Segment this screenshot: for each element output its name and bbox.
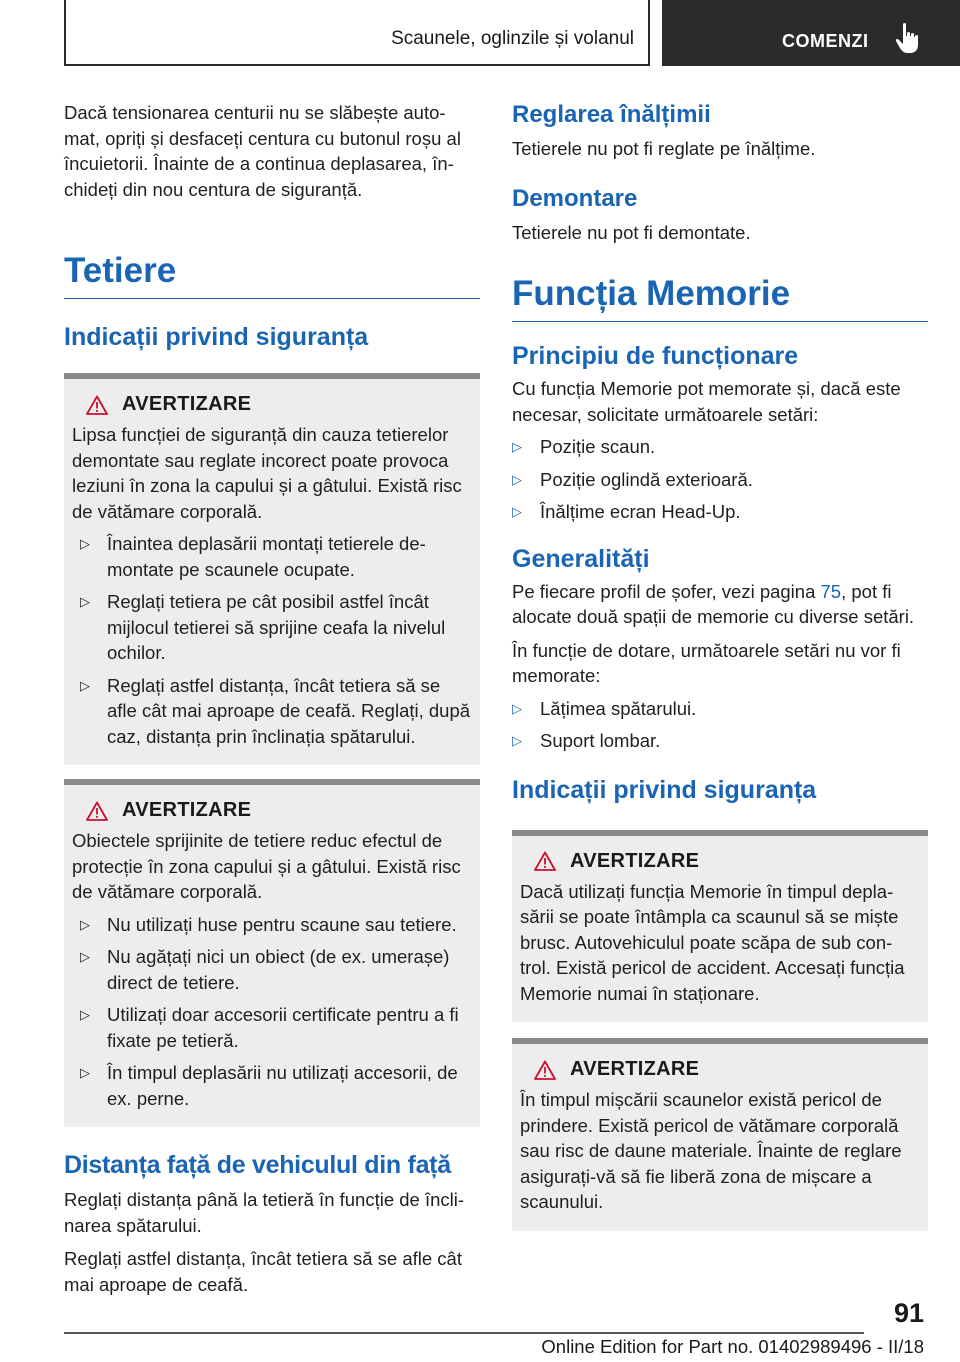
warning-triangle-icon <box>534 851 556 871</box>
header-tab-label: COMENZI <box>782 31 869 51</box>
bullet-triangle-icon: ▷ <box>80 1065 90 1080</box>
list-item: ▷ Lățimea spătarului. <box>512 696 928 722</box>
warning-triangle-icon <box>86 801 108 821</box>
warning-text: În timpul mișcării scaunelor există pericol de prindere. Există pericol de vătămare corporală sau risc de daune materiale. Înainte de reglare asigurați-vă să fie liberă zona de mișcare a scaunului. <box>520 1089 902 1212</box>
warning-box-2 <box>64 779 480 1127</box>
heading-distance: Distanța față de vehiculul din față <box>64 1151 451 1179</box>
list-item: ▷ Nu agățați nici un obiect (de ex. umerașe) direct de tetiere. <box>80 946 450 993</box>
list-item: ▷ În timpul deplasării nu utilizați accesorii, de ex. perne. <box>80 1062 458 1109</box>
list-item: ▷ Poziție scaun. <box>512 434 928 460</box>
list-item: ▷ Înălțime ecran Head-Up. <box>512 499 928 525</box>
warning-triangle-icon <box>86 395 108 415</box>
warning-title: AVERTIZARE <box>122 799 252 821</box>
principle-text: Cu funcția Memorie pot memorate și, dacă este necesar, solicitate următoarele setări: <box>512 378 901 425</box>
list-item: ▷ Poziție oglindă exterioară. <box>512 467 928 493</box>
bullet-triangle-icon: ▷ <box>512 733 522 748</box>
intro-paragraph: Dacă tensionarea centurii nu se slăbește auto-mat, opriți și desfaceți centura cu butonul roșu al încuietorii. Înainte de a continua deplasarea, în-chideți din nou centura de siguranță. <box>64 102 461 200</box>
removal-text: Tetierele nu pot fi demontate. <box>512 221 751 243</box>
list-item: ▷ Utilizați doar accesorii certificate pentru a fi fixate pe tetieră. <box>80 1004 459 1051</box>
heading-removal: Demontare <box>512 184 638 212</box>
pointing-hand-icon <box>894 22 922 54</box>
bullet-triangle-icon: ▷ <box>80 916 90 932</box>
header-section-box <box>64 0 650 66</box>
warning-box-3 <box>512 830 928 1023</box>
warning-text: Obiectele sprijinite de tetiere reduc efectul de protecție în zona capului și a gâtului. Există risc de vătămare corporală. <box>72 830 461 902</box>
warning-text: Dacă utilizați funcția Memorie în timpul depla-sării se poate întâmpla ca scaunul să se miște brusc. Autovehiculul poate scăpa de sub con-trol. Există pericol de accident. Accesați funcția Memorie numai în staționare. <box>520 880 905 1004</box>
list-item: ▷ Suport lombar. <box>512 728 928 754</box>
height-text: Tetierele nu pot fi reglate pe înălțime. <box>512 138 816 159</box>
heading-memory-function: Funcția Memorie <box>512 273 928 322</box>
footer-divider <box>64 1332 864 1334</box>
bullet-triangle-icon: ▷ <box>80 949 90 964</box>
list-item: ▷ Înaintea deplasării montați tetierele de-montate pe scaunele ocupate. <box>80 533 426 580</box>
warning-box-1 <box>64 373 480 765</box>
page-link-75[interactable]: 75 <box>820 580 842 602</box>
bullet-triangle-icon: ▷ <box>512 439 522 454</box>
general-text-2: În funcție de dotare, următoarele setări nu vor fi memorate: <box>512 639 901 686</box>
heading-safety-right: Indicații privind siguranța <box>512 775 817 804</box>
warning-title: AVERTIZARE <box>122 393 252 415</box>
heading-tetiere: Tetiere <box>64 250 480 299</box>
heading-general: Generalități <box>512 544 650 573</box>
list-item: ▷ Reglați tetiera pe cât posibil astfel încât mijlocul tetierei să sprijine ceafa la nivelul ochilor. <box>80 591 446 663</box>
heading-safety-left: Indicații privind siguranța <box>64 323 369 351</box>
bullet-triangle-icon: ▷ <box>512 471 522 487</box>
warning-title: AVERTIZARE <box>570 1058 700 1080</box>
list-item: ▷ Nu utilizați huse pentru scaune sau tetiere. <box>72 912 472 938</box>
left-column <box>64 100 480 1297</box>
bullet-triangle-icon: ▷ <box>512 700 522 716</box>
header-section-title: Scaunele, oglinzile și volanul <box>391 28 634 49</box>
bullet-triangle-icon: ▷ <box>80 1007 90 1022</box>
warning-triangle-icon <box>534 1060 556 1080</box>
right-column <box>512 100 928 1231</box>
page-number: 91 <box>893 1298 924 1328</box>
bullet-triangle-icon: ▷ <box>512 504 522 519</box>
distance-paragraph-2: Reglați astfel distanța, încât tetiera să se afle cât mai aproape de ceafă. <box>64 1248 462 1295</box>
distance-paragraph-1: Reglați distanța până la tetieră în funcție de încli-narea spătarului. <box>64 1189 465 1236</box>
warning-box-4 <box>512 1038 928 1231</box>
bullet-triangle-icon: ▷ <box>80 677 90 693</box>
header-tab-comenzi[interactable] <box>662 0 960 66</box>
warning-text: Lipsa funcției de siguranță din cauza tetierelor demontate sau reglate incorect poate provoca leziuni în zona la capului și a gâtului. Există risc de vătămare corporală. <box>72 424 462 522</box>
heading-height-adjust: Reglarea înălțimii <box>512 101 711 128</box>
warning-title: AVERTIZARE <box>570 849 700 872</box>
bullet-triangle-icon: ▷ <box>80 594 90 609</box>
bullet-triangle-icon: ▷ <box>80 536 90 551</box>
footer-edition: Online Edition for Part no. 01402989496 - II/18 <box>541 1336 924 1357</box>
general-text: Pe fiecare profil de șofer, vezi pagina 75, pot fi alocate două spații de memorie cu diverse setări. <box>512 580 915 627</box>
list-item: ▷ Reglați astfel distanța, încât tetiera să se afle cât mai aproape de ceafă. Reglați, după caz, distanța prin înclinația spătarului. <box>80 674 471 747</box>
heading-principle: Principiu de funcționare <box>512 342 799 370</box>
